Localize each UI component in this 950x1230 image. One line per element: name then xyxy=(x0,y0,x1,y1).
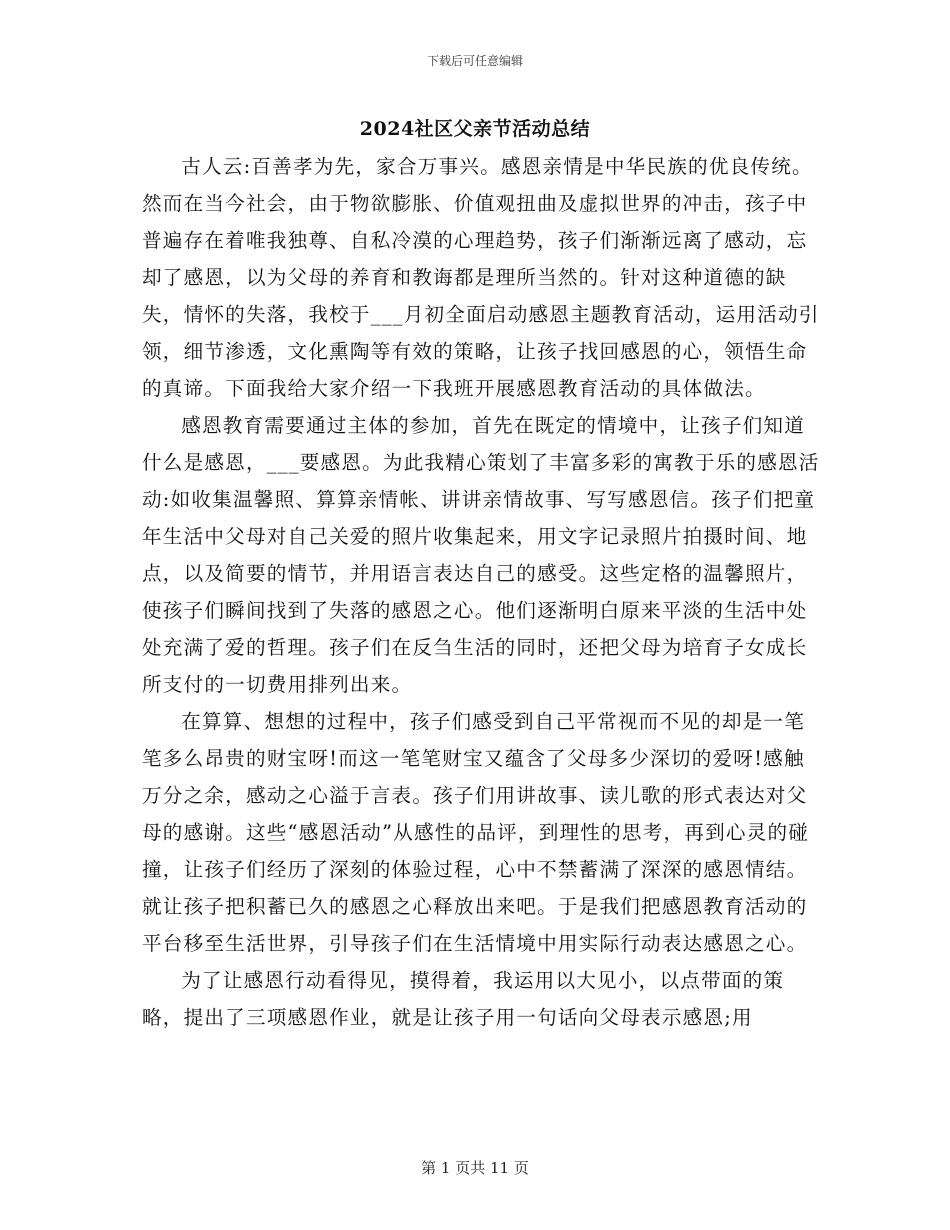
paragraph: 古人云:百善孝为先，家合万事兴。感恩亲情是中华民族的优良传统。然而在当今社会，由于物欲膨胀、价值观扭曲及虚拟世界的冲击，孩子中普遍存在着唯我独尊、自私冷漠的心理趋势，孩子们渐渐远离了感动，忘却了感恩，以为父母的养育和教诲都是理所当然的。针对这种道德的缺失，情怀的失落，我校于___月初全面启动感恩主题教育活动，运用活动引领，细节渗透，文化熏陶等有效的策略，让孩子找回感恩的心，领悟生命的真谛。下面我给大家介绍一下我班开展感恩教育活动的具体做法。 xyxy=(142,155,820,400)
paragraph: 感恩教育需要通过主体的参加，首先在既定的情境中，让孩子们知道什么是感恩，___要感恩。为此我精心策划了丰富多彩的寓教于乐的感恩活动:如收集温馨照、算算亲情帐、讲讲亲情故事、写写感恩信。孩子们把童年生活中父母对自己关爱的照片收集起来，用文字记录照片拍摄时间、地点，以及简要的情节，并用语言表达自己的感受。这些定格的温馨照片，使孩子们瞬间找到了失落的感恩之心。他们逐渐明白原来平淡的生活中处处充满了爱的哲理。孩子们在反刍生活的同时，还把父母为培育子女成长所支付的一切费用排列出来。 xyxy=(142,414,820,696)
header-note: 下载后可任意编辑 xyxy=(426,54,523,68)
paragraph: 在算算、想想的过程中，孩子们感受到自己平常视而不见的却是一笔笔多么昂贵的财宝呀!而这一笔笔财宝又蕴含了父母多少深切的爱呀!感触万分之余，感动之心溢于言表。孩子们用讲故事、读儿歌的形式表达对父母的感谢。这些“感恩活动”从感性的品评，到理性的思考，再到心灵的碰撞，让孩子们经历了深刻的体验过程，心中不禁蓄满了深深的感恩情结。就让孩子把积蓄已久的感恩之心释放出来吧。于是我们把感恩教育活动的平台移至生活世界，引导孩子们在生活情境中用实际行动表达感恩之心。 xyxy=(142,710,810,955)
document-body xyxy=(142,148,822,1036)
document-title: 2024社区父亲节活动总结 xyxy=(359,118,591,140)
paragraph: 为了让感恩行动看得见，摸得着，我运用以大见小，以点带面的策略，提出了三项感恩作业，就是让孩子用一句话向父母表示感恩;用 xyxy=(142,969,785,1029)
page-number-footer: 第 1 页共 11 页 xyxy=(421,1159,529,1177)
